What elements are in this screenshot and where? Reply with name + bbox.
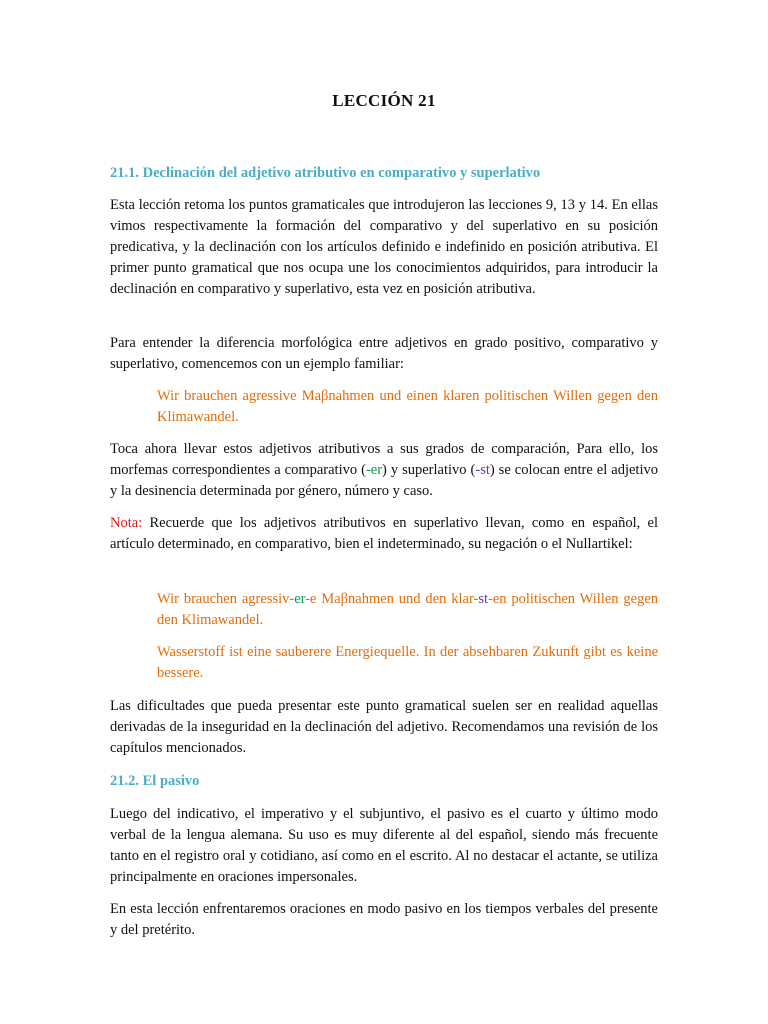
superlative-morpheme: -st: [475, 462, 490, 478]
note-label: Nota:: [110, 515, 143, 531]
comparison-text-2: ) y superlativo (: [382, 462, 476, 478]
paragraph-passive: Luego del indicativo, el imperativo y el subjuntivo, el pasivo es el cuarto y último modo verbal de la lengua alemana. Su uso es muy diferente al del español, siendo más frecuente tanto en el registro oral y cotidiano, así como en el escrito. Al no destacar el actante, se utiliza principalmente en oraciones impersonales.: [110, 806, 658, 885]
paragraph-morphology: Para entender la diferencia morfológica entre adjetivos en grado positivo, comparativo y superlativo, comencemos con un ejemplo familiar:: [110, 335, 658, 372]
example2-text-3: -en politischen Willen gegen den Klimawandel.: [157, 591, 658, 628]
paragraph-note: [110, 513, 658, 555]
paragraph-difficulties: Las dificultades que pueda presentar este punto gramatical suelen ser en realidad aquellas derivadas de la inseguridad en la declinación del adjetivo. Recomendamos una revisión de los capítulos mencionados.: [110, 698, 658, 756]
note-text: Recuerde que los adjetivos atributivos en superlativo llevan, como en español, el artículo determinado, en comparativo, bien el indeterminado, su negación o el Nullartikel:: [110, 515, 658, 552]
lesson-title: LECCIÓN 21: [332, 91, 436, 110]
paragraph-passive-tenses: En esta lección enfrentaremos oraciones en modo pasivo en los tiempos verbales del presente y del pretérito.: [110, 901, 658, 938]
example-comparative-superlative: [157, 589, 658, 631]
example2-comparative: er: [294, 591, 306, 607]
comparison-text-1: Toca ahora llevar estos adjetivos atributivos a sus grados de comparación, Para ello, los morfemas correspondientes a comparativo (: [110, 441, 658, 478]
example2-superlative: st: [478, 591, 488, 607]
paragraph-intro: Esta lección retoma los puntos gramaticales que introdujeron las lecciones 9, 13 y 14. En ellas vimos respectivamente la formación del comparativo y del superlativo en su posición predicativa, y la declinación con los artículos definido e indefinido en posición atributiva. El primer punto gramatical que nos ocupa une los conocimientos adquiridos, para introducir la declinación en comparativo y superlativo, esta vez en posición atributiva.: [110, 197, 658, 297]
comparison-text-3: ) se colocan entre el adjetivo y la desinencia determinada por género, número y caso.: [110, 462, 658, 499]
example-hydrogen: Wasserstoff ist eine sauberere Energiequelle. In der absehbaren Zukunft gibt es keine bessere.: [157, 644, 658, 681]
example-positive: Wir brauchen agressive Maβnahmen und einen klaren politischen Willen gegen den Klimawandel.: [157, 388, 658, 425]
section-heading-21-1: 21.1. Declinación del adjetivo atributivo en comparativo y superlativo: [110, 165, 541, 181]
section-heading-21-2: 21.2. El pasivo: [110, 773, 200, 789]
example2-text-1: Wir brauchen agressiv-: [157, 591, 295, 607]
paragraph-comparison: [110, 439, 658, 502]
comparative-morpheme: -er: [365, 462, 383, 478]
example2-text-2: -e Maβnahmen und den klar-: [305, 591, 479, 607]
